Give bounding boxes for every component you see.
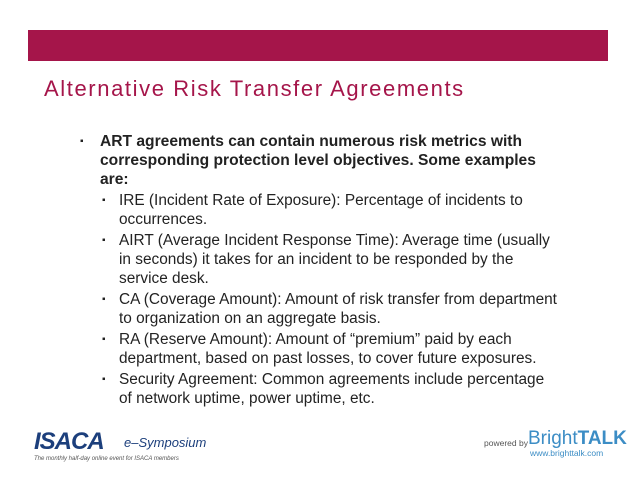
sub-bullet-text: CA (Coverage Amount): Amount of risk transfer from department to organization on an aggregate basis. bbox=[119, 291, 557, 327]
powered-by-label: powered by bbox=[484, 438, 528, 448]
sub-bullet-ca bbox=[80, 290, 560, 328]
slide-title: Alternative Risk Transfer Agreements bbox=[44, 76, 465, 101]
brighttalk-branding bbox=[484, 428, 627, 460]
brighttalk-logo bbox=[528, 428, 627, 450]
header-bar bbox=[28, 30, 608, 61]
sub-bullet-text: RA (Reserve Amount): Amount of “premium” paid by each department, based on past losses, to cover future exposures. bbox=[119, 331, 537, 367]
sub-bullet-list bbox=[80, 191, 560, 408]
sub-bullet-ra bbox=[80, 330, 560, 368]
bullet-icon: ▪ bbox=[102, 334, 106, 345]
main-bullet-text: ART agreements can contain numerous risk metrics with corresponding protection level objectives. Some examples are: bbox=[100, 133, 536, 188]
sub-bullet-text: IRE (Incident Rate of Exposure): Percentage of incidents to occurrences. bbox=[119, 192, 523, 228]
sub-bullet-airt bbox=[80, 231, 560, 288]
isaca-logo: ISACA bbox=[34, 428, 104, 455]
sub-bullet-text: Security Agreement: Common agreements include percentage of network uptime, power uptime, etc. bbox=[119, 371, 545, 407]
sub-bullet-text: AIRT (Average Incident Response Time): Average time (usually in seconds) it takes for an incident to be responded by the service desk. bbox=[119, 232, 550, 287]
esymposium-label: e–Symposium bbox=[124, 435, 207, 450]
bullet-icon: ▪ bbox=[102, 195, 106, 206]
bullet-icon: ▪ bbox=[102, 294, 106, 305]
brighttalk-logo-bold: TALK bbox=[577, 428, 627, 449]
brighttalk-url: www.brighttalk.com bbox=[530, 448, 604, 458]
slide-content bbox=[80, 132, 560, 410]
brighttalk-logo-light: Bright bbox=[528, 428, 578, 449]
main-bullet bbox=[80, 132, 560, 189]
bullet-icon: ▪ bbox=[102, 235, 106, 246]
isaca-tagline: The monthly half-day online event for ISACA members bbox=[34, 456, 179, 462]
bullet-icon: ▪ bbox=[102, 374, 106, 385]
sub-bullet-ire bbox=[80, 191, 560, 229]
bullet-icon: ▪ bbox=[80, 136, 84, 147]
sub-bullet-security bbox=[80, 370, 560, 408]
